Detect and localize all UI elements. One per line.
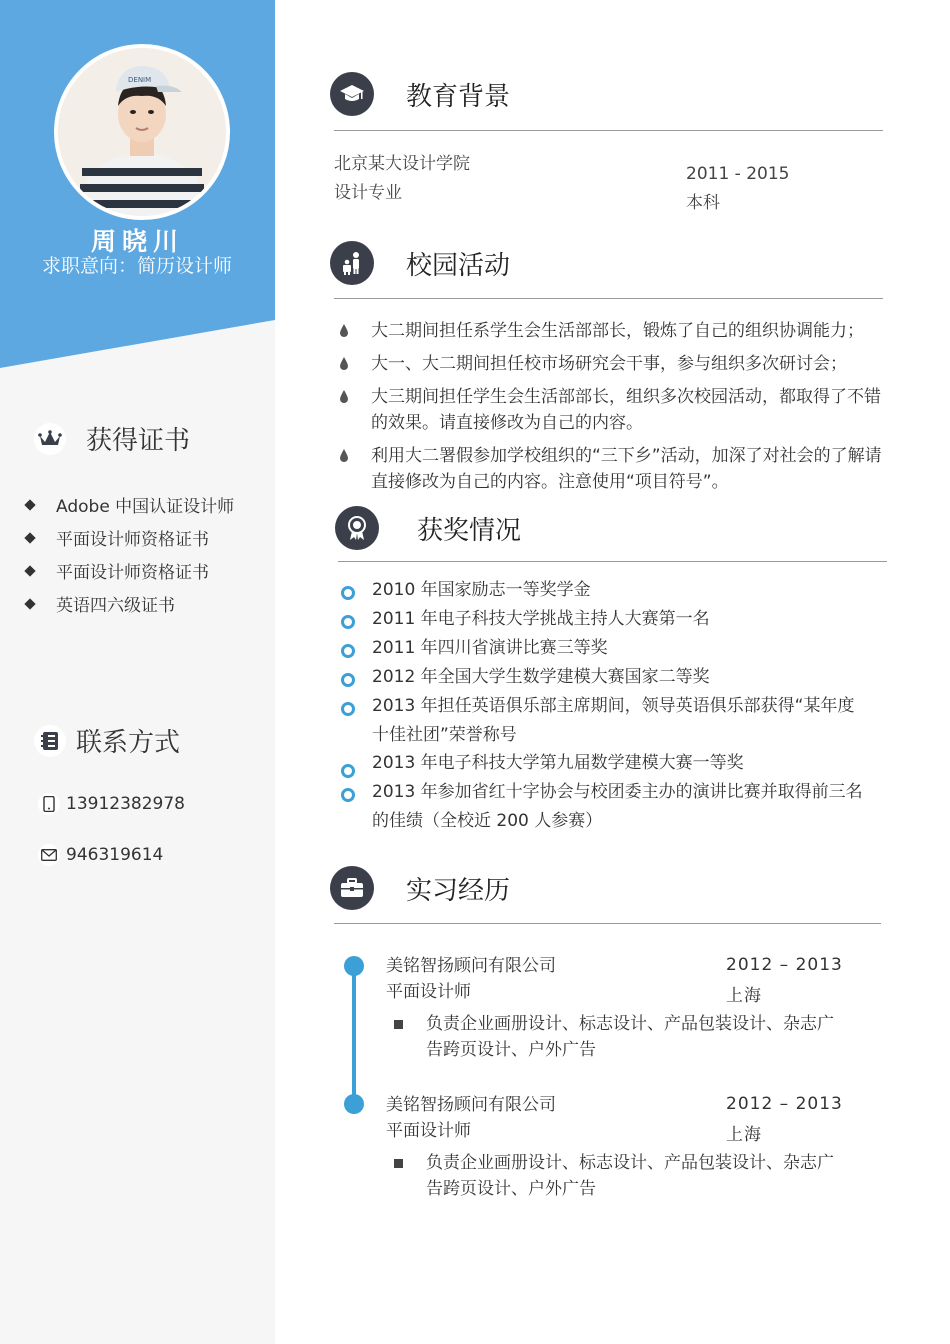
circle-bullet-icon [341, 644, 355, 658]
divider [334, 923, 881, 924]
internship-header [330, 866, 510, 910]
divider [334, 130, 883, 131]
job-description-text: 负责企业画册设计、标志设计、产品包装设计、杂志广告跨页设计、户外广告 [426, 1014, 834, 1060]
contact-title: 联系方式 [76, 728, 181, 758]
award-text: 2013 年电子科技大学第九届数学建模大赛一等奖 [372, 753, 744, 773]
job-description [386, 1011, 846, 1063]
job-city: 上海 [726, 986, 762, 1006]
award-text: 2011 年电子科技大学挑战主持人大赛第一名 [372, 609, 710, 629]
list-item [24, 488, 234, 521]
address-book-icon [34, 725, 66, 757]
timeline-dot [344, 956, 364, 976]
list-item [340, 692, 870, 750]
circle-bullet-icon [341, 764, 355, 778]
drop-bullet-icon [339, 357, 349, 371]
job-entry [386, 1092, 866, 1202]
list-item [24, 587, 234, 620]
list-item [340, 605, 870, 634]
drop-bullet-icon [339, 390, 349, 404]
briefcase-icon [330, 866, 374, 910]
certificates-title: 获得证书 [86, 426, 191, 456]
certificate-label: 平面设计师资格证书 [56, 530, 209, 550]
diamond-bullet-icon [24, 565, 35, 576]
company-name: 美铭智扬顾问有限公司 [386, 1095, 556, 1115]
circle-bullet-icon [341, 586, 355, 600]
job-role: 平面设计师 [386, 982, 471, 1002]
circle-bullet-icon [341, 615, 355, 629]
list-item [336, 351, 886, 377]
job-dates: 2012 – 2013 [726, 955, 843, 975]
svg-text:DENIM: DENIM [128, 76, 152, 84]
activity-text: 大三期间担任学生会生活部部长，组织多次校园活动，都取得了不错的效果。请直接修改为自己的内容。 [371, 387, 881, 433]
job-dates: 2012 – 2013 [726, 1094, 843, 1114]
mail-icon [38, 844, 60, 866]
diamond-bullet-icon [24, 598, 35, 609]
divider [334, 298, 883, 299]
list-item [340, 778, 870, 836]
activity-text: 大一、大二期间担任校市场研究会干事，参与组织多次研讨会； [371, 354, 847, 374]
drop-bullet-icon [339, 324, 349, 338]
graduation-cap-icon [330, 72, 374, 116]
education-title: 教育背景 [406, 81, 511, 112]
circle-bullet-icon [341, 673, 355, 687]
list-item [336, 443, 886, 495]
job-intent: 求职意向：简历设计师 [42, 255, 233, 277]
sidebar [0, 0, 275, 1344]
circle-bullet-icon [341, 788, 355, 802]
award-text: 2010 年国家励志一等奖学金 [372, 580, 591, 600]
list-item [336, 384, 886, 436]
major: 设计专业 [334, 183, 402, 203]
job-description [386, 1150, 846, 1202]
degree: 本科 [686, 193, 720, 213]
diamond-bullet-icon [24, 532, 35, 543]
job-entry [386, 953, 866, 1063]
activity-text: 利用大二署假参加学校组织的“三下乡”活动，加深了对社会的了解请直接修改为自己的内容。注意使用“项目符号”。 [371, 446, 882, 492]
award-text: 2013 年参加省红十字协会与校团委主办的演讲比赛并取得前三名的佳绩（全校近 200 人参赛） [372, 782, 863, 831]
list-item [340, 576, 870, 605]
contact-phone [38, 793, 185, 815]
diamond-bullet-icon [24, 499, 35, 510]
phone-icon [38, 793, 60, 815]
certificate-label: 平面设计师资格证书 [56, 563, 209, 583]
medal-icon [335, 506, 379, 550]
square-bullet-icon [394, 1020, 403, 1029]
timeline-dot [344, 1094, 364, 1114]
avatar-photo [54, 44, 230, 220]
awards-title: 获奖情况 [417, 515, 522, 546]
candidate-name: 周晓川 [90, 227, 184, 256]
people-icon [330, 241, 374, 285]
email-address: 946319614 [66, 845, 164, 865]
school-name: 北京某大设计学院 [334, 154, 470, 174]
certificates-list [24, 488, 234, 620]
list-item [336, 318, 886, 344]
education-header [330, 72, 510, 116]
activity-text: 大二期间担任系学生会生活部部长，锻炼了自己的组织协调能力； [371, 321, 864, 341]
certificate-label: 英语四六级证书 [56, 596, 175, 616]
drop-bullet-icon [339, 449, 349, 463]
awards-header [335, 506, 521, 550]
job-city: 上海 [726, 1125, 762, 1145]
company-name: 美铭智扬顾问有限公司 [386, 956, 556, 976]
crown-icon [34, 423, 66, 455]
activities-header [330, 241, 510, 285]
activities-list [336, 318, 886, 502]
divider [338, 561, 887, 562]
list-item [24, 554, 234, 587]
certificates-header [34, 420, 190, 457]
contact-header [34, 722, 180, 759]
activities-title: 校园活动 [406, 250, 511, 281]
contact-email [38, 844, 163, 866]
job-description-text: 负责企业画册设计、标志设计、产品包装设计、杂志广告跨页设计、户外广告 [426, 1153, 834, 1199]
internship-title: 实习经历 [406, 875, 511, 906]
list-item [24, 521, 234, 554]
education-years: 2011 - 2015 [686, 164, 790, 184]
square-bullet-icon [394, 1159, 403, 1168]
list-item [340, 749, 870, 778]
timeline-line [352, 966, 356, 1106]
list-item [340, 663, 870, 692]
award-text: 2012 年全国大学生数学建模大赛国家二等奖 [372, 667, 710, 687]
phone-number: 13912382978 [66, 794, 185, 814]
circle-bullet-icon [341, 702, 355, 716]
certificate-label: Adobe 中国认证设计师 [56, 497, 235, 517]
award-text: 2011 年四川省演讲比赛三等奖 [372, 638, 608, 658]
job-role: 平面设计师 [386, 1121, 471, 1141]
list-item [340, 634, 870, 663]
award-text: 2013 年担任英语俱乐部主席期间，领导英语俱乐部获得“某年度十佳社团”荣誉称号 [372, 696, 855, 745]
